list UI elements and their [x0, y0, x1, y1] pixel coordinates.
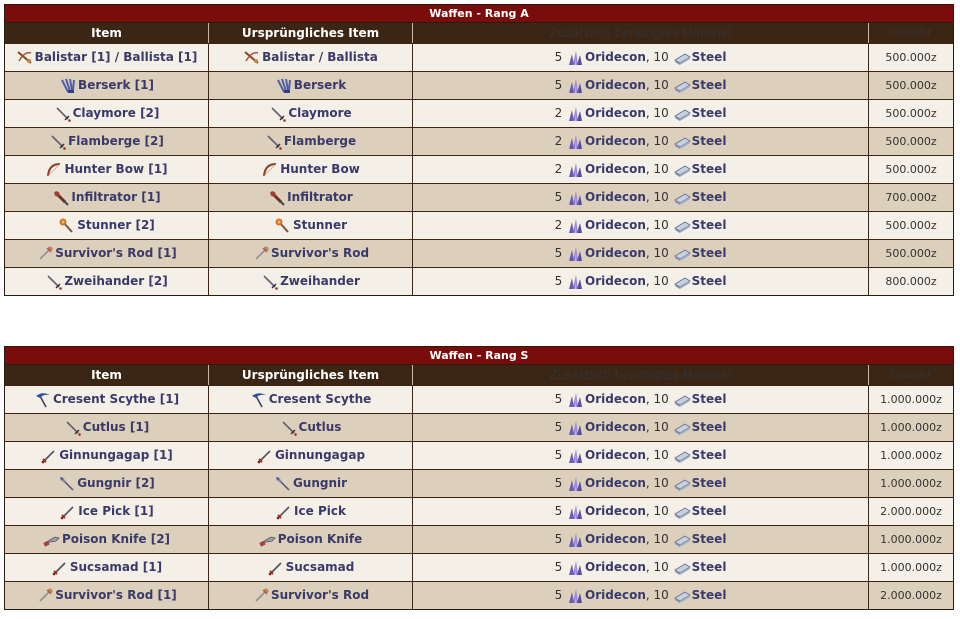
steel-qty: 10	[653, 246, 669, 260]
original-item-name: Balistar / Ballista	[262, 50, 378, 64]
steel-icon	[673, 161, 691, 179]
steel-qty: 10	[653, 504, 669, 518]
table-row	[5, 71, 953, 99]
original-item-name: Sucsamad	[285, 560, 355, 574]
steel-label: Steel	[691, 134, 727, 148]
table-row	[5, 183, 953, 211]
oridecon-icon	[566, 77, 584, 95]
oridecon-label: Oridecon	[585, 448, 646, 462]
cell-fee: 500.000z	[885, 135, 937, 148]
cell-item	[5, 498, 209, 525]
steel-icon	[673, 77, 691, 95]
table-row	[5, 581, 953, 609]
cell-item	[5, 212, 209, 239]
cell-original-item	[209, 156, 413, 183]
oridecon-label: Oridecon	[585, 392, 646, 406]
table-row	[5, 385, 953, 413]
steel-icon	[673, 559, 691, 577]
mace-icon	[274, 217, 292, 235]
oridecon-icon	[566, 161, 584, 179]
item-name: Sucsamad [1]	[69, 560, 163, 574]
steel-label: Steel	[691, 50, 727, 64]
cell-item	[5, 414, 209, 441]
oridecon-icon	[566, 273, 584, 291]
oridecon-icon	[566, 245, 584, 263]
steel-icon	[673, 105, 691, 123]
sword-icon	[280, 419, 298, 437]
table-body	[5, 385, 953, 609]
cell-fee: 1.000.000z	[880, 421, 942, 434]
crossbow-icon	[16, 49, 34, 67]
header-item: Item	[5, 23, 209, 43]
item-name: Gungnir [2]	[77, 476, 155, 490]
oridecon-qty: 5	[554, 50, 563, 64]
steel-icon	[673, 587, 691, 605]
item-name: Stunner [2]	[77, 218, 155, 232]
sword-icon	[45, 273, 63, 291]
cell-material	[413, 386, 869, 413]
steel-label: Steel	[691, 78, 727, 92]
dagger-icon	[256, 447, 274, 465]
cell-fee: 1.000.000z	[880, 393, 942, 406]
oridecon-qty: 5	[554, 560, 563, 574]
cell-material	[413, 498, 869, 525]
steel-label: Steel	[691, 420, 727, 434]
katar-icon	[268, 189, 286, 207]
steel-label: Steel	[691, 504, 727, 518]
oridecon-label: Oridecon	[585, 504, 646, 518]
oridecon-label: Oridecon	[585, 246, 646, 260]
table-rang-s	[4, 346, 954, 610]
steel-icon	[673, 133, 691, 151]
table-row	[5, 441, 953, 469]
item-name: Cutlus [1]	[82, 420, 150, 434]
cell-fee: 500.000z	[885, 163, 937, 176]
steel-label: Steel	[691, 476, 727, 490]
item-name: Ginnungagap [1]	[59, 448, 173, 462]
steel-label: Steel	[691, 162, 727, 176]
steel-icon	[673, 475, 691, 493]
oridecon-icon	[566, 105, 584, 123]
table-row	[5, 525, 953, 553]
steel-label: Steel	[691, 448, 727, 462]
steel-qty: 10	[653, 106, 669, 120]
cell-original-item	[209, 582, 413, 609]
cell-item	[5, 128, 209, 155]
oridecon-label: Oridecon	[585, 560, 646, 574]
cell-material	[413, 100, 869, 127]
item-name: Hunter Bow [1]	[64, 162, 168, 176]
material-separator: ,	[645, 560, 654, 574]
table-row	[5, 497, 953, 525]
material-separator: ,	[645, 476, 654, 490]
original-item-name: Gungnir	[292, 476, 348, 490]
oridecon-qty: 5	[554, 476, 563, 490]
material-separator: ,	[645, 532, 654, 546]
sword-icon	[261, 273, 279, 291]
steel-label: Steel	[691, 106, 727, 120]
oridecon-qty: 5	[554, 420, 563, 434]
material-separator: ,	[645, 190, 654, 204]
steel-icon	[673, 245, 691, 263]
original-item-name: Cresent Scythe	[268, 392, 372, 406]
steel-label: Steel	[691, 392, 727, 406]
cell-fee: 500.000z	[885, 51, 937, 64]
cell-material	[413, 554, 869, 581]
rod-icon	[252, 587, 270, 605]
oridecon-qty: 5	[554, 392, 563, 406]
header-item: Item	[5, 365, 209, 385]
cell-original-item	[209, 470, 413, 497]
spear-icon	[58, 475, 76, 493]
table-row	[5, 211, 953, 239]
cell-fee: 1.000.000z	[880, 533, 942, 546]
oridecon-qty: 5	[554, 504, 563, 518]
claw-icon	[275, 77, 293, 95]
material-separator: ,	[645, 78, 654, 92]
cell-fee: 800.000z	[885, 275, 937, 288]
material-separator: ,	[645, 218, 654, 232]
item-name: Balistar [1] / Ballista [1]	[34, 50, 198, 64]
dagger-icon	[275, 503, 293, 521]
original-item-name: Infiltrator	[287, 190, 353, 204]
cell-fee: 500.000z	[885, 107, 937, 120]
table-title: Waffen - Rang A	[5, 5, 953, 23]
cell-original-item	[209, 526, 413, 553]
cell-original-item	[209, 414, 413, 441]
item-name: Survivor's Rod [1]	[55, 246, 177, 260]
oridecon-qty: 2	[554, 218, 563, 232]
dagger-icon	[59, 503, 77, 521]
oridecon-label: Oridecon	[585, 106, 646, 120]
bow-icon	[261, 161, 279, 179]
table-row	[5, 413, 953, 441]
steel-icon	[673, 217, 691, 235]
oridecon-qty: 5	[554, 532, 563, 546]
mace-icon	[58, 217, 76, 235]
original-item-name: Poison Knife	[277, 532, 363, 546]
oridecon-qty: 5	[554, 448, 563, 462]
cell-material	[413, 442, 869, 469]
material-separator: ,	[645, 448, 654, 462]
dagger-icon	[40, 447, 58, 465]
oridecon-qty: 5	[554, 274, 563, 288]
cell-material	[413, 414, 869, 441]
steel-label: Steel	[691, 218, 727, 232]
cell-item	[5, 184, 209, 211]
material-separator: ,	[645, 134, 654, 148]
cell-original-item	[209, 240, 413, 267]
original-item-name: Ginnungagap	[274, 448, 366, 462]
sword-icon	[49, 133, 67, 151]
sword-icon	[265, 133, 283, 151]
cell-material	[413, 72, 869, 99]
steel-qty: 10	[653, 190, 669, 204]
cell-original-item	[209, 72, 413, 99]
material-separator: ,	[645, 162, 654, 176]
cell-original-item	[209, 100, 413, 127]
rod-icon	[36, 587, 54, 605]
cell-fee: 1.000.000z	[880, 477, 942, 490]
cell-fee: 500.000z	[885, 79, 937, 92]
cell-original-item	[209, 268, 413, 295]
cell-material	[413, 212, 869, 239]
oridecon-label: Oridecon	[585, 218, 646, 232]
cell-item	[5, 156, 209, 183]
steel-label: Steel	[691, 274, 727, 288]
oridecon-label: Oridecon	[585, 162, 646, 176]
cell-original-item	[209, 128, 413, 155]
table-row	[5, 267, 953, 295]
cell-item	[5, 268, 209, 295]
header-original-item: Ursprüngliches Item	[209, 23, 413, 43]
material-separator: ,	[645, 274, 654, 288]
steel-qty: 10	[653, 274, 669, 288]
steel-qty: 10	[653, 420, 669, 434]
table-row	[5, 553, 953, 581]
oridecon-icon	[566, 391, 584, 409]
oridecon-label: Oridecon	[585, 50, 646, 64]
table-row	[5, 127, 953, 155]
steel-label: Steel	[691, 190, 727, 204]
oridecon-icon	[566, 475, 584, 493]
sword-icon	[54, 105, 72, 123]
oridecon-label: Oridecon	[585, 78, 646, 92]
steel-qty: 10	[653, 392, 669, 406]
table-body	[5, 43, 953, 295]
knife-icon	[43, 531, 61, 549]
item-name: Berserk [1]	[78, 78, 154, 92]
scythe-icon	[250, 391, 268, 409]
oridecon-icon	[566, 531, 584, 549]
cell-material	[413, 268, 869, 295]
cell-item	[5, 100, 209, 127]
item-name: Cresent Scythe [1]	[52, 392, 180, 406]
cell-original-item	[209, 212, 413, 239]
original-item-name: Berserk	[293, 78, 347, 92]
header-original-item: Ursprüngliches Item	[209, 365, 413, 385]
oridecon-icon	[566, 503, 584, 521]
steel-qty: 10	[653, 78, 669, 92]
rod-icon	[252, 245, 270, 263]
cell-fee: 2.000.000z	[880, 589, 942, 602]
oridecon-qty: 5	[554, 588, 563, 602]
oridecon-icon	[566, 587, 584, 605]
cell-fee: 1.000.000z	[880, 561, 942, 574]
scythe-icon	[34, 391, 52, 409]
original-item-name: Zweihander	[280, 274, 360, 288]
oridecon-qty: 2	[554, 162, 563, 176]
oridecon-icon	[566, 447, 584, 465]
cell-fee: 1.000.000z	[880, 449, 942, 462]
steel-qty: 10	[653, 448, 669, 462]
oridecon-qty: 2	[554, 134, 563, 148]
bow-icon	[45, 161, 63, 179]
cell-item	[5, 470, 209, 497]
cell-material	[413, 526, 869, 553]
oridecon-qty: 5	[554, 78, 563, 92]
oridecon-label: Oridecon	[585, 476, 646, 490]
material-separator: ,	[645, 50, 654, 64]
header-fee: Gebühr	[890, 368, 932, 381]
steel-qty: 10	[653, 134, 669, 148]
cell-original-item	[209, 554, 413, 581]
item-name: Survivor's Rod [1]	[55, 588, 177, 602]
cell-item	[5, 240, 209, 267]
original-item-name: Cutlus	[298, 420, 342, 434]
material-separator: ,	[645, 420, 654, 434]
cell-item	[5, 582, 209, 609]
oridecon-label: Oridecon	[585, 190, 646, 204]
cell-item	[5, 72, 209, 99]
steel-qty: 10	[653, 218, 669, 232]
cell-item	[5, 386, 209, 413]
dagger-icon	[51, 559, 69, 577]
table-row	[5, 239, 953, 267]
original-item-name: Flamberge	[283, 134, 357, 148]
oridecon-icon	[566, 419, 584, 437]
cell-material	[413, 128, 869, 155]
spear-icon	[274, 475, 292, 493]
sword-icon	[64, 419, 82, 437]
katar-icon	[52, 189, 70, 207]
item-name: Zweihander [2]	[64, 274, 168, 288]
cell-fee: 500.000z	[885, 247, 937, 260]
cell-item	[5, 526, 209, 553]
header-fee: Gebühr	[890, 26, 932, 39]
steel-qty: 10	[653, 532, 669, 546]
cell-original-item	[209, 386, 413, 413]
table-rang-a	[4, 4, 954, 296]
material-separator: ,	[645, 246, 654, 260]
cell-material	[413, 240, 869, 267]
table-title: Waffen - Rang S	[5, 347, 953, 365]
cell-fee: 2.000.000z	[880, 505, 942, 518]
table-row	[5, 155, 953, 183]
steel-label: Steel	[691, 532, 727, 546]
header-material: Zusätzlich benötigtes Material	[413, 23, 869, 43]
cell-material	[413, 184, 869, 211]
table-row	[5, 99, 953, 127]
cell-material	[413, 470, 869, 497]
steel-qty: 10	[653, 162, 669, 176]
original-item-name: Hunter Bow	[280, 162, 360, 176]
header-material: Zusätzlich benötigtes Material	[413, 365, 869, 385]
original-item-name: Stunner	[292, 218, 348, 232]
crossbow-icon	[243, 49, 261, 67]
oridecon-icon	[566, 49, 584, 67]
steel-qty: 10	[653, 476, 669, 490]
dagger-icon	[267, 559, 285, 577]
original-item-name: Ice Pick	[294, 504, 346, 518]
steel-icon	[673, 189, 691, 207]
steel-icon	[673, 447, 691, 465]
steel-icon	[673, 531, 691, 549]
steel-icon	[673, 391, 691, 409]
table-row	[5, 43, 953, 71]
oridecon-icon	[566, 217, 584, 235]
oridecon-label: Oridecon	[585, 420, 646, 434]
cell-fee: 500.000z	[885, 219, 937, 232]
cell-material	[413, 156, 869, 183]
item-name: Ice Pick [1]	[78, 504, 154, 518]
table-row	[5, 469, 953, 497]
item-name: Flamberge [2]	[68, 134, 164, 148]
item-name: Infiltrator [1]	[71, 190, 161, 204]
oridecon-label: Oridecon	[585, 134, 646, 148]
cell-item	[5, 442, 209, 469]
table-header	[5, 23, 953, 43]
steel-label: Steel	[691, 588, 727, 602]
original-item-name: Survivor's Rod	[270, 246, 370, 260]
table-header	[5, 365, 953, 385]
oridecon-label: Oridecon	[585, 588, 646, 602]
cell-original-item	[209, 442, 413, 469]
cell-original-item	[209, 498, 413, 525]
material-separator: ,	[645, 106, 654, 120]
item-name: Poison Knife [2]	[61, 532, 171, 546]
oridecon-label: Oridecon	[585, 532, 646, 546]
steel-icon	[673, 49, 691, 67]
steel-icon	[673, 273, 691, 291]
oridecon-label: Oridecon	[585, 274, 646, 288]
oridecon-icon	[566, 133, 584, 151]
oridecon-icon	[566, 559, 584, 577]
cell-item	[5, 554, 209, 581]
oridecon-qty: 5	[554, 190, 563, 204]
steel-icon	[673, 503, 691, 521]
rod-icon	[36, 245, 54, 263]
knife-icon	[259, 531, 277, 549]
oridecon-icon	[566, 189, 584, 207]
cell-material	[413, 582, 869, 609]
steel-label: Steel	[691, 560, 727, 574]
original-item-name: Survivor's Rod	[270, 588, 370, 602]
claw-icon	[59, 77, 77, 95]
sword-icon	[269, 105, 287, 123]
cell-fee: 700.000z	[885, 191, 937, 204]
steel-icon	[673, 419, 691, 437]
steel-qty: 10	[653, 560, 669, 574]
cell-item	[5, 44, 209, 71]
material-separator: ,	[645, 504, 654, 518]
steel-qty: 10	[653, 50, 669, 64]
steel-label: Steel	[691, 246, 727, 260]
oridecon-qty: 5	[554, 246, 563, 260]
original-item-name: Claymore	[288, 106, 352, 120]
steel-qty: 10	[653, 588, 669, 602]
cell-original-item	[209, 184, 413, 211]
oridecon-qty: 2	[554, 106, 563, 120]
material-separator: ,	[645, 392, 654, 406]
material-separator: ,	[645, 588, 654, 602]
item-name: Claymore [2]	[72, 106, 160, 120]
cell-material	[413, 44, 869, 71]
cell-original-item	[209, 44, 413, 71]
